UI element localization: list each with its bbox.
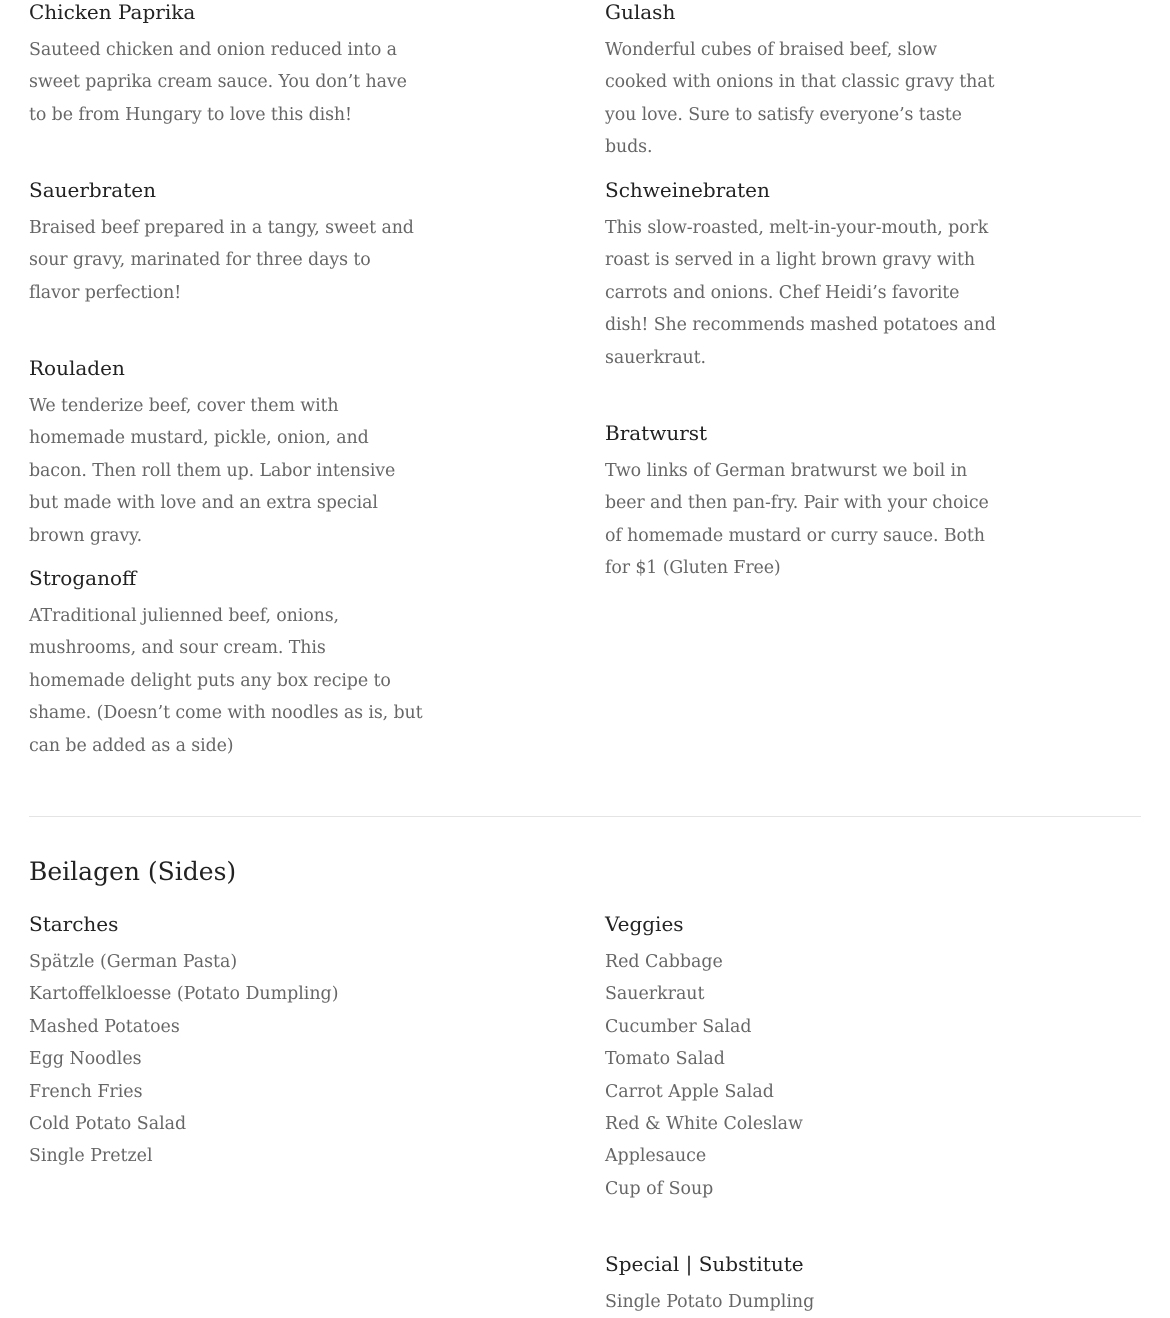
menu-item-name: Gulash [605, 0, 676, 24]
menu-item-name: Bratwurst [605, 421, 708, 445]
menu-item-bratwurst [605, 421, 1000, 585]
side-item: Carrot Apple Salad [605, 1081, 774, 1102]
special-substitute-list [605, 1286, 1005, 1318]
menu-item-name: Rouladen [29, 356, 125, 380]
section-divider [29, 816, 1141, 817]
side-item: Mashed Potatoes [29, 1016, 180, 1037]
menu-item-gulash [605, 0, 1000, 164]
side-item: Kartoffelkloesse (Potato Dumpling) [29, 984, 339, 1005]
side-item: Spätzle (German Pasta) [29, 952, 238, 972]
side-item: Red Cabbage [605, 952, 723, 972]
menu-item-sauerbraten [29, 178, 424, 309]
special-substitute-title: Special | Substitute [605, 1252, 804, 1276]
starches-title: Starches [29, 912, 119, 936]
menu-item-name: Sauerbraten [29, 178, 156, 202]
side-item: Cup of Soup [605, 1178, 714, 1199]
menu-item-name: Schweinebraten [605, 178, 770, 202]
starches-list [29, 946, 429, 1173]
menu-item-schweinebraten [605, 178, 1000, 374]
menu-item-rouladen [29, 356, 424, 552]
menu-item-description: Sauteed chicken and onion reduced into a sweet paprika cream sauce. You don’t have to be from Hungary to love this dish! [29, 40, 407, 125]
starches-group [29, 912, 429, 1173]
side-item: Single Potato Dumpling [605, 1292, 815, 1312]
veggies-list [605, 946, 1005, 1205]
veggies-title: Veggies [605, 912, 684, 936]
side-item: Tomato Salad [605, 1049, 725, 1070]
side-item: Egg Noodles [29, 1049, 142, 1070]
menu-item-chicken-paprika [29, 0, 424, 131]
sides-section-title: Beilagen (Sides) [29, 857, 237, 886]
menu-item-description: ATraditional julienned beef, onions, mushrooms, and sour cream. This homemade delight puts any box recipe to shame. (Doesn’t come with noodles as is, but can be added as a side) [29, 606, 423, 756]
side-item: Sauerkraut [605, 984, 705, 1005]
menu-item-description: This slow-roasted, melt-in-your-mouth, pork roast is served in a light brown gravy with carrots and onions. Chef Heidi’s favorite dish! She recommends mashed potatoes and sauerkraut. [605, 218, 996, 368]
menu-item-name: Chicken Paprika [29, 0, 196, 24]
side-item: French Fries [29, 1081, 143, 1102]
menu-item-description: Two links of German bratwurst we boil in beer and then pan-fry. Pair with your choice of homemade mustard or curry sauce. Both for $1 (Gluten Free) [605, 461, 989, 579]
side-item: Cold Potato Salad [29, 1114, 187, 1135]
veggies-group [605, 912, 1005, 1205]
special-substitute-group [605, 1252, 1005, 1318]
menu-item-name: Stroganoff [29, 566, 137, 590]
side-item: Single Pretzel [29, 1146, 153, 1167]
side-item: Red & White Coleslaw [605, 1114, 803, 1135]
side-item: Applesauce [605, 1146, 707, 1167]
menu-item-description: We tenderize beef, cover them with homemade mustard, pickle, onion, and bacon. Then roll them up. Labor intensive but made with love and an extra special brown gravy. [29, 396, 396, 546]
menu-item-stroganoff [29, 566, 424, 762]
menu-item-description: Wonderful cubes of braised beef, slow cooked with onions in that classic gravy that you love. Sure to satisfy everyone’s taste buds. [605, 40, 995, 158]
menu-item-description: Braised beef prepared in a tangy, sweet and sour gravy, marinated for three days to flavor perfection! [29, 218, 414, 303]
side-item: Cucumber Salad [605, 1016, 752, 1037]
